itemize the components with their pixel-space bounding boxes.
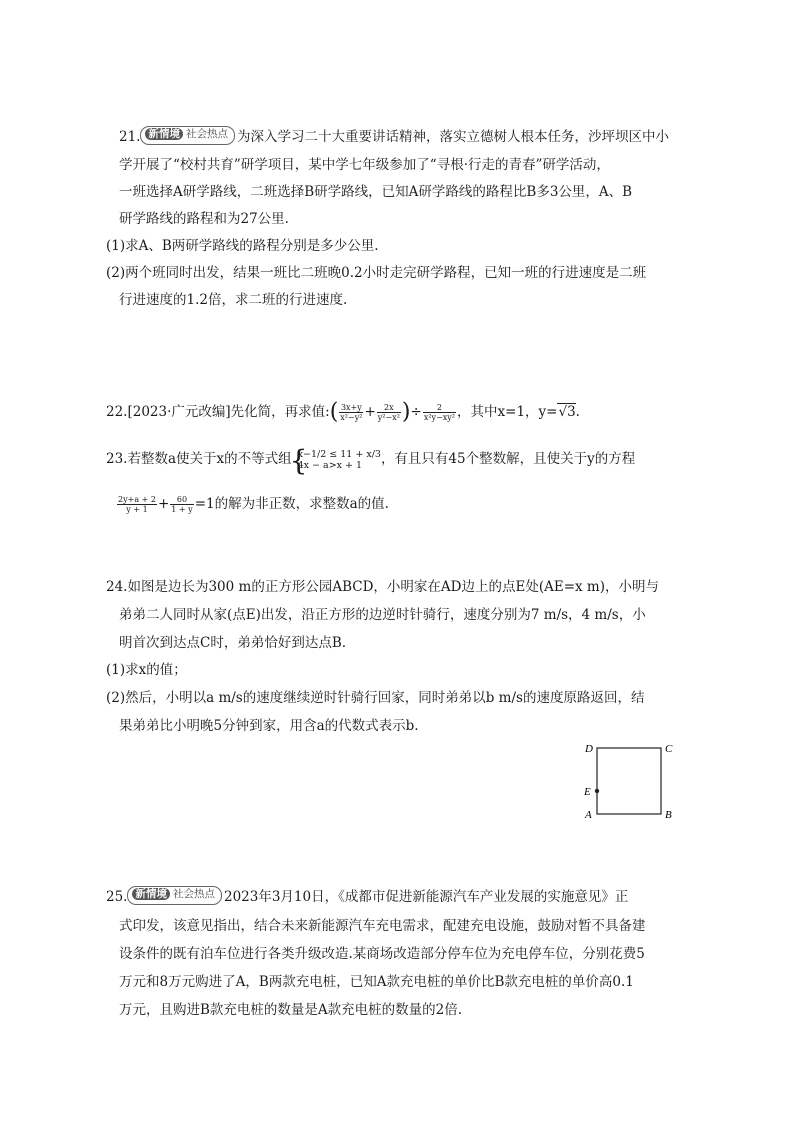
question-text: 23.若整数a使关于x的不等式组: [106, 451, 292, 467]
label-c: C: [665, 743, 673, 755]
question-23: [106, 444, 635, 474]
question-text: 弟弟二人同时从家(点E)出发，沿正方形的边逆时针骑行，速度分别为7 m/s，4 m/s，小: [119, 607, 646, 623]
question-text: 果弟弟比小明晚5分钟到家，用含a的代数式表示b.: [119, 718, 419, 734]
question-number: 25.: [106, 889, 128, 905]
question-25-header: [106, 887, 628, 907]
question-text: 研学路线的路程和为27公里.: [119, 211, 289, 227]
fraction: $\frac{3x+y}{\text{x²−y²}}$: [340, 403, 363, 422]
question-23-equation: $\frac{2y+a + 2}{y + 1}$ + $\frac{60}{1 + y}$ =1的解为非正数，求整数a的值.: [118, 495, 389, 514]
question-text: 2023年3月10日，《成都市促进新能源汽车产业发展的实施意见》正: [223, 889, 629, 905]
question-text: 学开展了“校村共育”研学项目，某中学七年级参加了“寻根·行走的青春”研学活动，: [119, 157, 610, 173]
question-21-header: [119, 127, 669, 147]
fraction: $\frac{2x}{\text{y²−x²}}$: [377, 403, 400, 422]
new-context-badge: 新情境 社会热点: [140, 126, 235, 145]
question-text: 设条件的既有泊车位进行各类升级改造.某商场改造部分停车位为充电停车位，分别花费5: [119, 946, 645, 962]
subquestion-1: (1)求A、B两研学路线的路程分别是多少公里.: [106, 238, 379, 254]
question-text: 行进速度的1.2倍，求二班的行进速度.: [119, 292, 348, 308]
subquestion-1: (1)求x的值；: [106, 662, 187, 678]
question-text: 为深入学习二十大重要讲话精神，落实立德树人根本任务，沙坪坝区中小: [236, 129, 669, 145]
point-e: [595, 789, 599, 793]
new-context-badge: 新情境 社会热点: [127, 886, 222, 905]
fraction: $\frac{60}{1 + y}$: [171, 495, 193, 514]
square-abcd: [597, 748, 661, 814]
question-number: 21.: [119, 129, 141, 145]
question-22: 22.[2023·广元改编]先化简，再求值:( $\frac{3x+y}{\text{x²−y²}}$ + $\frac{2x}{\text{y²−x²}}$ )÷ $\frac{2}{\text{x²y−xy²}}$ ，其中x=1，y=√3.: [106, 399, 580, 425]
inequality-system: { x−1/2 ≤ 11 + x/3 4x − a>x + 1: [292, 449, 381, 471]
fraction: $\frac{2y+a + 2}{y + 1}$: [118, 495, 156, 514]
label-e: E: [584, 786, 591, 798]
question-text: 一班选择A研学路线，二班选择B研学路线，已知A研学路线的路程比B多3公里，A、B: [119, 184, 633, 200]
question-text: 22.[2023·广元改编]先化简，再求值:: [106, 404, 330, 420]
label-d: D: [585, 743, 593, 755]
question-text: 明首次到达点C时，弟弟恰好到达点B.: [119, 635, 347, 651]
question-text: 式印发，该意见指出，结合未来新能源汽车充电需求，配建充电设施，鼓励对暂不具备建: [119, 918, 646, 934]
label-b: B: [665, 809, 672, 821]
question-text: ，有且只有45个整数解，且使关于y的方程: [380, 451, 636, 467]
square-park-figure: [580, 738, 680, 824]
fraction: $\frac{2}{\text{x²y−xy²}}$: [423, 403, 456, 422]
sqrt-value: √3: [558, 404, 576, 420]
label-a: A: [585, 809, 592, 821]
question-text: 24.如图是边长为300 m的正方形公园ABCD，小明家在AD边上的点E处(AE=x m)，小明与: [106, 579, 659, 595]
question-text: 万元和8万元购进了A，B两款充电桩，已知A款充电桩的单价比B款充电桩的单价高0.1: [119, 974, 634, 990]
subquestion-2: (2)两个班同时出发，结果一班比二班晚0.2小时走完研学路程，已知一班的行进速度是二班: [106, 265, 647, 281]
subquestion-2: (2)然后，小明以a m/s的速度继续逆时针骑行回家，同时弟弟以b m/s的速度原路返回，结: [106, 690, 645, 706]
question-text: =1的解为非正数，求整数a的值.: [194, 496, 389, 512]
question-text: ，其中x=1，y=: [457, 404, 558, 420]
question-text: 万元，且购进B款充电桩的数量是A款充电桩的数量的2倍.: [119, 1002, 463, 1018]
